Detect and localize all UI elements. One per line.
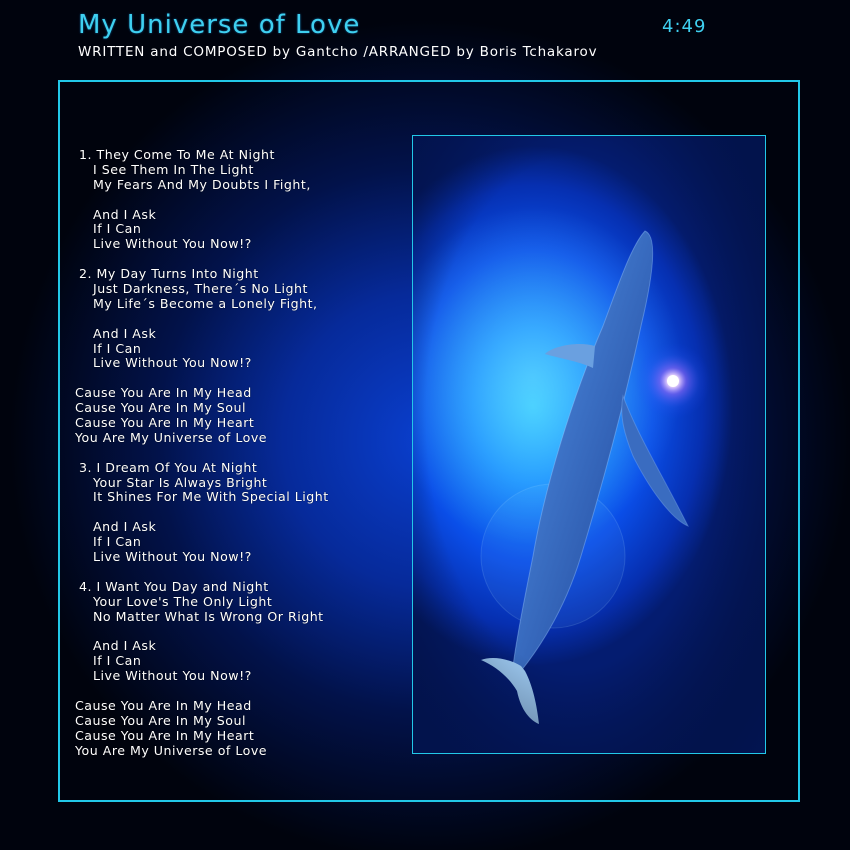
lyrics-line: Your Love's The Only Light bbox=[93, 593, 273, 609]
lyrics-spacer bbox=[75, 446, 405, 461]
lyrics-line: Cause You Are In My Head bbox=[75, 697, 252, 713]
panel-vignette bbox=[413, 136, 766, 754]
lyrics-line: My Life´s Become a Lonely Fight, bbox=[93, 295, 318, 311]
lyrics-line: And I Ask bbox=[93, 206, 157, 222]
lyrics-line: Live Without You Now!? bbox=[93, 355, 252, 371]
lyrics-line: You Are My Universe of Love bbox=[75, 742, 268, 758]
lyrics-line: Cause You Are In My Head bbox=[75, 385, 252, 401]
lyrics-line: Cause You Are In My Soul bbox=[75, 400, 246, 416]
lyrics-spacer bbox=[75, 565, 405, 580]
lyrics-line: 2. My Day Turns Into Night bbox=[79, 266, 259, 282]
song-duration: 4:49 bbox=[662, 16, 707, 37]
lyrics-spacer bbox=[75, 193, 405, 208]
lyrics-spacer bbox=[75, 312, 405, 327]
lyrics-spacer bbox=[75, 252, 405, 267]
lyrics-line: Live Without You Now!? bbox=[93, 236, 252, 252]
lyrics-block bbox=[75, 148, 405, 759]
lyrics-line: No Matter What Is Wrong Or Right bbox=[93, 608, 324, 624]
lyrics-line: 4. I Want You Day and Night bbox=[79, 578, 269, 594]
lyrics-line: I See Them In The Light bbox=[93, 161, 254, 177]
lyrics-line: Live Without You Now!? bbox=[93, 549, 252, 565]
lyrics-spacer bbox=[75, 684, 405, 699]
lyrics-line: And I Ask bbox=[93, 519, 157, 535]
lyrics-line: Live Without You Now!? bbox=[93, 668, 252, 684]
song-title: My Universe of Love bbox=[78, 10, 361, 40]
lyrics-spacer bbox=[75, 371, 405, 386]
lyrics-line: My Fears And My Doubts I Fight, bbox=[93, 176, 311, 192]
lyrics-line: Your Star Is Always Bright bbox=[93, 474, 268, 490]
lyrics-line: Cause You Are In My Soul bbox=[75, 712, 246, 728]
lyrics-line: If I Can bbox=[93, 221, 142, 237]
lyrics-line: If I Can bbox=[93, 653, 142, 669]
whale-artwork bbox=[413, 136, 766, 754]
lyrics-spacer bbox=[75, 625, 405, 640]
whale-illustration bbox=[412, 135, 766, 754]
lyrics-line: Just Darkness, There´s No Light bbox=[93, 281, 308, 297]
lyrics-line: And I Ask bbox=[93, 638, 157, 654]
song-credits: WRITTEN and COMPOSED by Gantcho /ARRANGED by Boris Tchakarov bbox=[78, 44, 598, 60]
lyrics-line: 3. I Dream Of You At Night bbox=[79, 459, 258, 475]
lyrics-line: Cause You Are In My Heart bbox=[75, 415, 255, 431]
lyrics-line: If I Can bbox=[93, 534, 142, 550]
lyrics-line: If I Can bbox=[93, 340, 142, 356]
lyrics-line: It Shines For Me With Special Light bbox=[93, 489, 329, 505]
lyrics-line: 1. They Come To Me At Night bbox=[79, 147, 275, 162]
lyrics-line: You Are My Universe of Love bbox=[75, 429, 268, 445]
lyrics-line: Cause You Are In My Heart bbox=[75, 727, 255, 743]
lyrics-spacer bbox=[75, 505, 405, 520]
lyrics-line: And I Ask bbox=[93, 325, 157, 341]
